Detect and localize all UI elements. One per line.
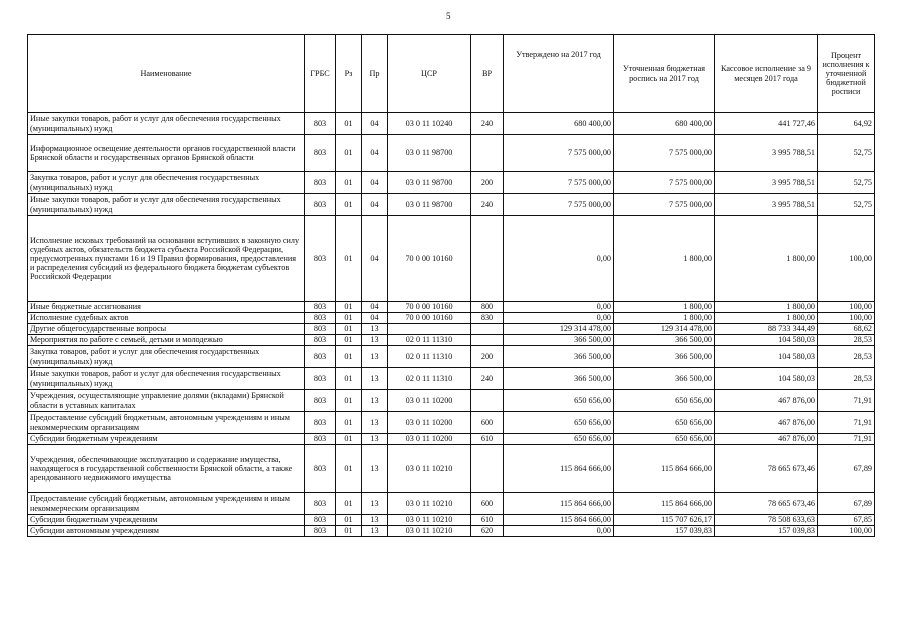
cell-cash: 104 580,03: [715, 335, 818, 346]
table-row: [28, 493, 875, 515]
table-row: [28, 335, 875, 346]
table-row: [28, 445, 875, 493]
cell-csr: 03 0 11 10210: [388, 526, 471, 537]
cell-name: Информационное освещение деятельности органов государственной власти Брянской области и государственных органов Брянской области: [28, 135, 305, 172]
cell-name: Иные закупки товаров, работ и услуг для обеспечения государственных (муниципальных) нужд: [28, 194, 305, 216]
cell-pr: 13: [362, 346, 388, 368]
cell-vr: [471, 324, 504, 335]
cell-rz: 01: [336, 493, 362, 515]
cell-rz: 01: [336, 515, 362, 526]
cell-percent: 52,75: [818, 194, 875, 216]
cell-pr: 13: [362, 368, 388, 390]
table-row: [28, 390, 875, 412]
cell-grbs: 803: [305, 445, 336, 493]
cell-grbs: 803: [305, 302, 336, 313]
cell-vr: 610: [471, 434, 504, 445]
cell-vr: 600: [471, 412, 504, 434]
cell-cash: 104 580,03: [715, 368, 818, 390]
page-number: 5: [446, 11, 451, 21]
cell-pr: 13: [362, 515, 388, 526]
cell-vr: 200: [471, 172, 504, 194]
cell-name: Закупка товаров, работ и услуг для обеспечения государственных (муниципальных) нужд: [28, 346, 305, 368]
cell-pr: 04: [362, 172, 388, 194]
cell-csr: [388, 324, 471, 335]
cell-rz: 01: [336, 302, 362, 313]
cell-approved: 7 575 000,00: [504, 194, 614, 216]
cell-grbs: 803: [305, 335, 336, 346]
cell-vr: 240: [471, 194, 504, 216]
cell-grbs: 803: [305, 368, 336, 390]
cell-rz: 01: [336, 194, 362, 216]
cell-vr: [471, 216, 504, 302]
cell-grbs: 803: [305, 390, 336, 412]
cell-name: Иные бюджетные ассигнования: [28, 302, 305, 313]
header-pr: Пр: [362, 35, 388, 113]
cell-csr: 03 0 11 10210: [388, 515, 471, 526]
header-name: Наименование: [28, 35, 305, 113]
cell-refined: 366 500,00: [614, 335, 715, 346]
cell-name: Иные закупки товаров, работ и услуг для обеспечения государственных (муниципальных) нужд: [28, 368, 305, 390]
cell-cash: 3 995 788,51: [715, 135, 818, 172]
cell-refined: 650 656,00: [614, 434, 715, 445]
cell-name: Учреждения, обеспечивающие эксплуатацию и содержание имущества, находящегося в государственной собственности Брянской области, а также арендованного недвижимого имущества: [28, 445, 305, 493]
cell-name: Субсидии бюджетным учреждениям: [28, 434, 305, 445]
cell-approved: 0,00: [504, 526, 614, 537]
cell-name: Исполнение исковых требований на основании вступивших в законную силу судебных актов, обязательств бюджета субъекта Российской Федерации, предусмотренных пунктами 16 и 19 Правил формирования, предоставления и распределения субсидий из федерального бюджета бюджетам субъектов Российской Федерации: [28, 216, 305, 302]
cell-pr: 13: [362, 434, 388, 445]
cell-grbs: 803: [305, 172, 336, 194]
cell-refined: 650 656,00: [614, 390, 715, 412]
table-row: [28, 515, 875, 526]
cell-cash: 3 995 788,51: [715, 194, 818, 216]
cell-name: Субсидии автономным учреждениям: [28, 526, 305, 537]
cell-csr: 03 0 11 10200: [388, 412, 471, 434]
cell-refined: 1 800,00: [614, 302, 715, 313]
cell-percent: 28,53: [818, 346, 875, 368]
cell-rz: 01: [336, 335, 362, 346]
cell-percent: 28,53: [818, 368, 875, 390]
cell-grbs: 803: [305, 434, 336, 445]
cell-csr: 70 0 00 10160: [388, 313, 471, 324]
cell-refined: 7 575 000,00: [614, 194, 715, 216]
cell-csr: 70 0 00 10160: [388, 302, 471, 313]
cell-grbs: 803: [305, 526, 336, 537]
cell-percent: 52,75: [818, 135, 875, 172]
cell-approved: 650 656,00: [504, 390, 614, 412]
cell-percent: 71,91: [818, 412, 875, 434]
cell-csr: 70 0 00 10160: [388, 216, 471, 302]
table-row: [28, 368, 875, 390]
cell-csr: 03 0 11 10210: [388, 445, 471, 493]
cell-rz: 01: [336, 390, 362, 412]
cell-name: Предоставление субсидий бюджетным, автономным учреждениям и иным некоммерческим организациям: [28, 493, 305, 515]
cell-csr: 03 0 11 10200: [388, 390, 471, 412]
table-row: [28, 346, 875, 368]
cell-cash: 1 800,00: [715, 313, 818, 324]
cell-grbs: 803: [305, 216, 336, 302]
cell-pr: 04: [362, 302, 388, 313]
table-row: [28, 135, 875, 172]
cell-approved: 366 500,00: [504, 346, 614, 368]
cell-percent: 100,00: [818, 526, 875, 537]
cell-pr: 04: [362, 313, 388, 324]
cell-refined: 115 864 666,00: [614, 445, 715, 493]
cell-percent: 67,85: [818, 515, 875, 526]
cell-pr: 13: [362, 412, 388, 434]
cell-csr: 02 0 11 11310: [388, 346, 471, 368]
cell-name: Исполнение судебных актов: [28, 313, 305, 324]
cell-cash: 467 876,00: [715, 412, 818, 434]
cell-name: Другие общегосударственные вопросы: [28, 324, 305, 335]
cell-percent: 71,91: [818, 434, 875, 445]
cell-percent: 71,91: [818, 390, 875, 412]
cell-vr: 240: [471, 113, 504, 135]
cell-vr: [471, 135, 504, 172]
header-csr: ЦСР: [388, 35, 471, 113]
cell-approved: 0,00: [504, 313, 614, 324]
header-row: [28, 35, 875, 113]
cell-approved: 0,00: [504, 302, 614, 313]
cell-approved: 366 500,00: [504, 368, 614, 390]
cell-approved: 115 864 666,00: [504, 445, 614, 493]
header-grbs: ГРБС: [305, 35, 336, 113]
cell-rz: 01: [336, 113, 362, 135]
budget-table: [27, 34, 875, 537]
table-row: [28, 526, 875, 537]
cell-percent: 100,00: [818, 302, 875, 313]
cell-approved: 115 864 666,00: [504, 493, 614, 515]
cell-rz: 01: [336, 135, 362, 172]
cell-pr: 13: [362, 324, 388, 335]
header-rz: Рз: [336, 35, 362, 113]
cell-cash: 3 995 788,51: [715, 172, 818, 194]
cell-grbs: 803: [305, 412, 336, 434]
cell-name: Учреждения, осуществляющие управление долями (вкладами) Брянской области в уставных капиталах: [28, 390, 305, 412]
cell-approved: 650 656,00: [504, 412, 614, 434]
cell-refined: 115 707 626,17: [614, 515, 715, 526]
table-row: [28, 434, 875, 445]
table-row: [28, 113, 875, 135]
cell-pr: 04: [362, 135, 388, 172]
cell-rz: 01: [336, 412, 362, 434]
cell-pr: 13: [362, 493, 388, 515]
cell-csr: 03 0 11 98700: [388, 172, 471, 194]
cell-cash: 467 876,00: [715, 390, 818, 412]
header-cash: Кассовое исполнение за 9 месяцев 2017 года: [715, 35, 818, 113]
cell-vr: 620: [471, 526, 504, 537]
cell-cash: 1 800,00: [715, 216, 818, 302]
cell-refined: 157 039,83: [614, 526, 715, 537]
cell-rz: 01: [336, 368, 362, 390]
cell-name: Закупка товаров, работ и услуг для обеспечения государственных (муниципальных) нужд: [28, 172, 305, 194]
cell-refined: 115 864 666,00: [614, 493, 715, 515]
table-body: [28, 113, 875, 537]
cell-grbs: 803: [305, 313, 336, 324]
cell-grbs: 803: [305, 346, 336, 368]
cell-refined: 366 500,00: [614, 346, 715, 368]
cell-rz: 01: [336, 216, 362, 302]
cell-vr: 600: [471, 493, 504, 515]
cell-approved: 650 656,00: [504, 434, 614, 445]
cell-approved: 0,00: [504, 216, 614, 302]
cell-cash: 104 580,03: [715, 346, 818, 368]
cell-rz: 01: [336, 172, 362, 194]
cell-grbs: 803: [305, 113, 336, 135]
cell-cash: 157 039,83: [715, 526, 818, 537]
cell-percent: 52,75: [818, 172, 875, 194]
cell-rz: 01: [336, 434, 362, 445]
cell-cash: 441 727,46: [715, 113, 818, 135]
cell-approved: 366 500,00: [504, 335, 614, 346]
cell-grbs: 803: [305, 135, 336, 172]
cell-rz: 01: [336, 526, 362, 537]
table-row: [28, 313, 875, 324]
cell-approved: 7 575 000,00: [504, 135, 614, 172]
cell-percent: 68,62: [818, 324, 875, 335]
cell-cash: 467 876,00: [715, 434, 818, 445]
cell-grbs: 803: [305, 493, 336, 515]
cell-approved: 129 314 478,00: [504, 324, 614, 335]
cell-refined: 680 400,00: [614, 113, 715, 135]
cell-approved: 680 400,00: [504, 113, 614, 135]
cell-cash: 78 665 673,46: [715, 493, 818, 515]
cell-vr: 200: [471, 346, 504, 368]
cell-vr: [471, 445, 504, 493]
table-row: [28, 172, 875, 194]
cell-csr: 03 0 11 10210: [388, 493, 471, 515]
cell-csr: 03 0 11 98700: [388, 135, 471, 172]
cell-csr: 02 0 11 11310: [388, 335, 471, 346]
cell-rz: 01: [336, 324, 362, 335]
cell-csr: 03 0 11 98700: [388, 194, 471, 216]
table-row: [28, 302, 875, 313]
cell-grbs: 803: [305, 515, 336, 526]
table-row: [28, 412, 875, 434]
cell-rz: 01: [336, 445, 362, 493]
cell-refined: 366 500,00: [614, 368, 715, 390]
header-approved: Утверждено на 2017 год: [504, 35, 614, 113]
cell-refined: 7 575 000,00: [614, 135, 715, 172]
cell-vr: 610: [471, 515, 504, 526]
cell-rz: 01: [336, 313, 362, 324]
cell-pr: 04: [362, 113, 388, 135]
cell-percent: 28,53: [818, 335, 875, 346]
cell-name: Иные закупки товаров, работ и услуг для обеспечения государственных (муниципальных) нужд: [28, 113, 305, 135]
cell-approved: 7 575 000,00: [504, 172, 614, 194]
cell-refined: 7 575 000,00: [614, 172, 715, 194]
cell-refined: 1 800,00: [614, 313, 715, 324]
cell-percent: 64,92: [818, 113, 875, 135]
cell-grbs: 803: [305, 324, 336, 335]
cell-cash: 1 800,00: [715, 302, 818, 313]
header-vr: ВР: [471, 35, 504, 113]
cell-refined: 1 800,00: [614, 216, 715, 302]
cell-cash: 78 665 673,46: [715, 445, 818, 493]
header-refined: Уточненная бюджетная роспись на 2017 год: [614, 35, 715, 113]
cell-refined: 650 656,00: [614, 412, 715, 434]
cell-vr: 240: [471, 368, 504, 390]
cell-csr: 02 0 11 11310: [388, 368, 471, 390]
cell-csr: 03 0 11 10240: [388, 113, 471, 135]
cell-percent: 100,00: [818, 313, 875, 324]
table-row: [28, 194, 875, 216]
cell-pr: 13: [362, 335, 388, 346]
cell-percent: 67,89: [818, 445, 875, 493]
cell-pr: 13: [362, 445, 388, 493]
cell-vr: 830: [471, 313, 504, 324]
cell-pr: 04: [362, 194, 388, 216]
cell-pr: 04: [362, 216, 388, 302]
cell-approved: 115 864 666,00: [504, 515, 614, 526]
cell-cash: 78 508 633,63: [715, 515, 818, 526]
cell-csr: 03 0 11 10200: [388, 434, 471, 445]
cell-name: Предоставление субсидий бюджетным, автономным учреждениям и иным некоммерческим организациям: [28, 412, 305, 434]
table-row: [28, 216, 875, 302]
cell-vr: 800: [471, 302, 504, 313]
cell-pr: 13: [362, 390, 388, 412]
cell-name: Мероприятия по работе с семьей, детьми и молодежью: [28, 335, 305, 346]
cell-name: Субсидии бюджетным учреждениям: [28, 515, 305, 526]
cell-vr: [471, 335, 504, 346]
header-percent: Процент исполнения к уточненной бюджетной росписи: [818, 35, 875, 113]
cell-refined: 129 314 478,00: [614, 324, 715, 335]
cell-cash: 88 733 344,49: [715, 324, 818, 335]
cell-rz: 01: [336, 346, 362, 368]
cell-percent: 67,89: [818, 493, 875, 515]
cell-percent: 100,00: [818, 216, 875, 302]
cell-pr: 13: [362, 526, 388, 537]
cell-vr: [471, 390, 504, 412]
table-row: [28, 324, 875, 335]
cell-grbs: 803: [305, 194, 336, 216]
